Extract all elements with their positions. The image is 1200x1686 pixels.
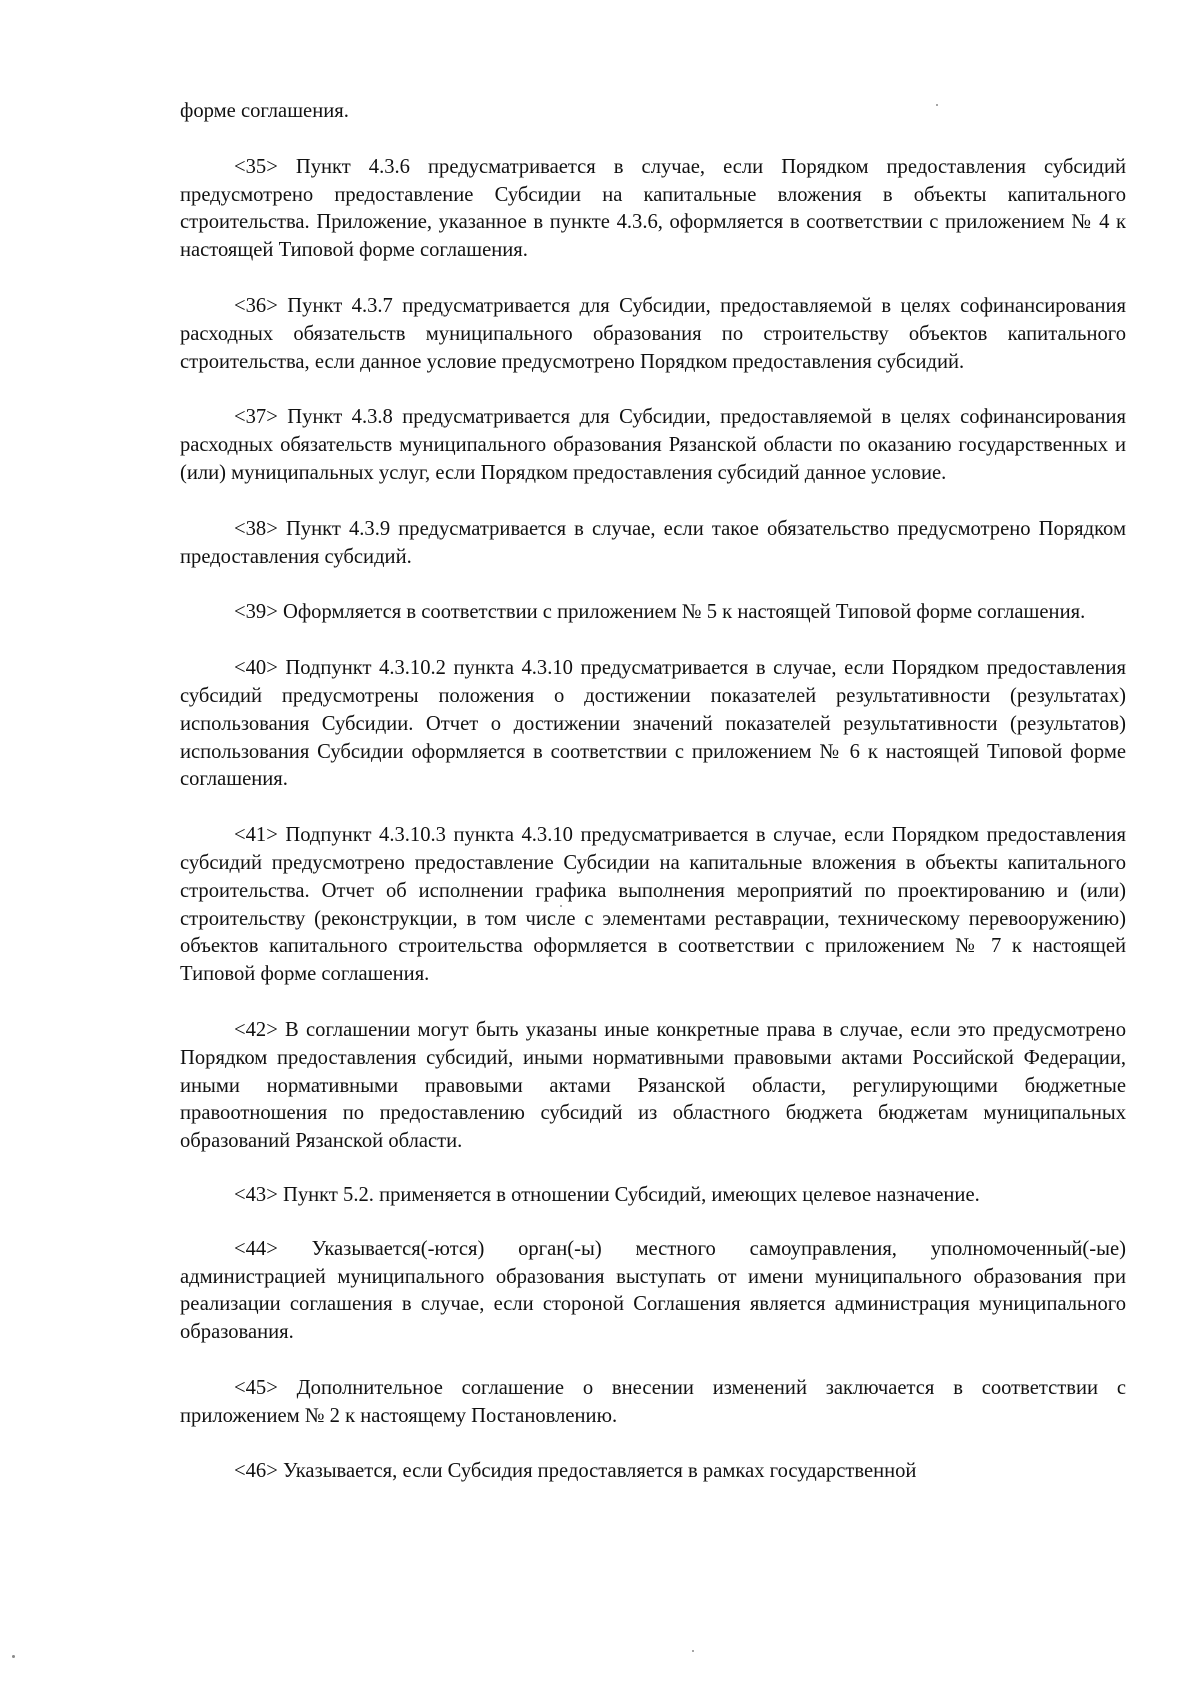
scan-speck (692, 1650, 694, 1652)
document-body (180, 98, 1126, 1514)
footnote-44: <44> Указывается(-ются) орган(-ы) местного самоуправления, уполномоченный(-ые) администрацией муниципального образования выступать от имени муниципального образования при реализации соглашения в случае, если стороной Соглашения является администрация муниципального образования. (180, 1237, 1126, 1344)
footnote-45: <45> Дополнительное соглашение о внесении изменений заключается в соответствии с приложением № 2 к настоящему Постановлению. (180, 1376, 1126, 1427)
footnote-36: <36> Пункт 4.3.7 предусматривается для Субсидии, предоставляемой в целях софинансирования расходных обязательств муниципального образования по строительству объектов капитального строительства, если данное условие предусмотрено Порядком предоставления субсидий. (180, 294, 1126, 373)
footnote-40: <40> Подпункт 4.3.10.2 пункта 4.3.10 предусматривается в случае, если Порядком предоставления субсидий предусмотрены положения о достижении показателей результативности (результатах) использования Субсидии. Отчет о достижении значений показателей результативности (результатов) использования Субсидии оформляется в соответствии с приложением № 6 к настоящей Типовой форме соглашения. (180, 657, 1126, 791)
footnote-46: <46> Указывается, если Субсидия предоставляется в рамках государственной (234, 1460, 917, 1483)
footnote-35: <35> Пункт 4.3.6 предусматривается в случае, если Порядком предоставления субсидий предусмотрено предоставление Субсидии на капитальные вложения в объекты капитального строительства. Приложение, указанное в пункте 4.3.6, оформляется в соответствии с приложением № 4 к настоящей Типовой форме соглашения. (180, 155, 1126, 262)
footnote-38: <38> Пункт 4.3.9 предусматривается в случае, если такое обязательство предусмотрено Порядком предоставления субсидий. (180, 517, 1126, 568)
footnote-43: <43> Пункт 5.2. применяется в отношении Субсидий, имеющих целевое назначение. (234, 1183, 980, 1206)
footnote-41: <41> Подпункт 4.3.10.3 пункта 4.3.10 предусматривается в случае, если Порядком предоставления субсидий предусмотрено предоставление Субсидии на капитальные вложения в объекты капитального строительства. Отчет об исполнении графика выполнения мероприятий по проектированию и (или) строительству (реконструкции, в том числе с элементами реставрации, техническому перевооружению) объектов капитального строительства оформляется в соответствии с приложением № 7 к настоящей Типовой форме соглашения. (180, 824, 1126, 986)
scan-speck (936, 104, 938, 106)
scan-speck (560, 905, 562, 907)
paragraph-continuation: форме соглашения. (180, 100, 349, 122)
footnote-37: <37> Пункт 4.3.8 предусматривается для Субсидии, предоставляемой в целях софинансирования расходных обязательств муниципального образования Рязанской области по оказанию государственных и (или) муниципальных услуг, если Порядком предоставления субсидий данное условие. (180, 406, 1126, 484)
scan-speck (12, 1655, 15, 1658)
footnote-42: <42> В соглашении могут быть указаны иные конкретные права в случае, если это предусмотрено Порядком предоставления субсидий, иными нормативными правовыми актами Российской Федерации, иными нормативными правовыми актами Рязанской области, регулирующими бюджетные правоотношения по предоставлению субсидий из областного бюджета бюджетам муниципальных образований Рязанской области. (180, 1018, 1126, 1153)
footnote-39: <39> Оформляется в соответствии с приложением № 5 к настоящей Типовой форме соглашения. (234, 601, 1086, 624)
